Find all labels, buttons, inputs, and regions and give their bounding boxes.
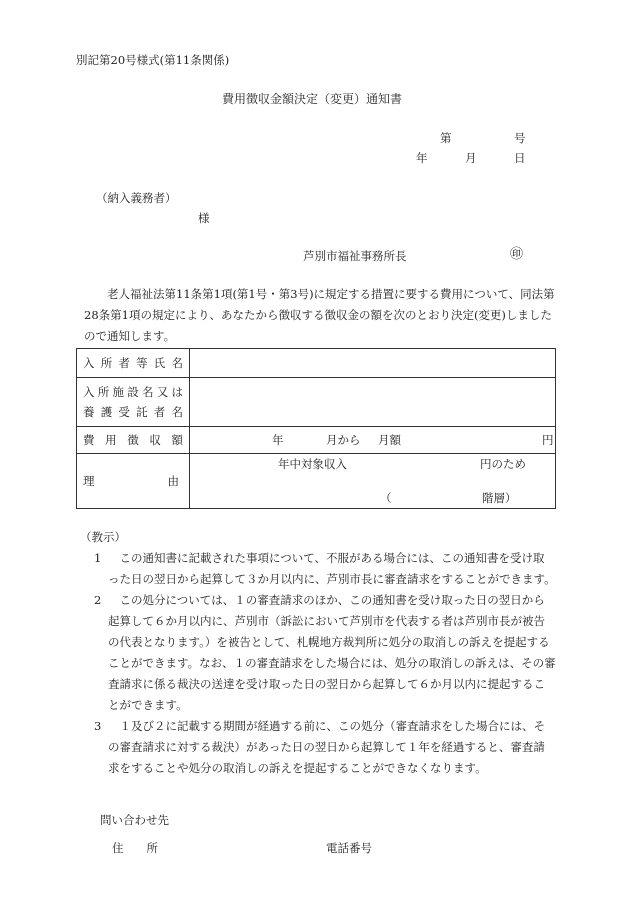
note-number: 3 xyxy=(94,719,102,733)
reason-label-char1: 理 xyxy=(83,474,95,488)
table-row-facility xyxy=(77,378,556,427)
reason-paren-open: （ xyxy=(380,491,392,505)
document-number-prefix: 第 xyxy=(440,131,452,145)
notes-heading: （教示） xyxy=(80,530,126,544)
facility-label-line1: 入所施設名又は xyxy=(83,385,183,399)
addressee-label: （納入義務者） xyxy=(96,191,177,205)
document-title: 費用徴収金額決定（変更）通知書 xyxy=(222,92,403,106)
note-text: この通知書に記載された事項について、不服がある場合には、この通知書を受け取った日の翌日から起算して３か月以内に、芦別市長に審査請求をすることができます。 xyxy=(108,551,556,586)
body-paragraph: 老人福祉法第11条第1項(第1号・第3号)に規定する措置に要する費用について、同法第28条第1項の規定により、あなたから徴収する徴収金の額を次のとおり決定(変更)しましたので通知します。 xyxy=(84,287,555,343)
date-month: 月 xyxy=(465,151,477,165)
document-number-suffix: 号 xyxy=(514,131,526,145)
resident-name-label: 入所者等氏名 xyxy=(83,356,183,370)
table-row-fee xyxy=(77,427,556,454)
facility-label-line2: 養護受託者名 xyxy=(83,405,183,419)
contact-address-label: 住 所 xyxy=(112,841,158,855)
facility-value xyxy=(190,378,556,427)
note-text: この処分については、１の審査請求のほか、この通知書を受け取った日の翌日から起算して６か月以内に、芦別市（訴訟において芦別市を代表する者は芦別市長が被告の代表となります。）を被告として、札幌地方裁判所に処分の取消しの訴えを提起することができます。なお、１の審査請求をした場合には、処分の取消しの訴えは、その審査請求に係る裁決の送達を受け取った日の翌日から起算して６か月以内に提起することができます。 xyxy=(108,593,556,712)
notes-section xyxy=(80,527,556,779)
fee-label: 費用徴収額 xyxy=(83,433,183,447)
reason-yen-for: 円のため xyxy=(480,457,526,471)
note-item xyxy=(84,716,556,779)
note-item xyxy=(84,590,556,716)
table-row-reason xyxy=(77,454,556,509)
fee-monthly: 月額 xyxy=(378,433,401,447)
note-number: 2 xyxy=(94,593,102,607)
note-item xyxy=(84,548,556,590)
contact-heading: 問い合わせ先 xyxy=(100,813,169,827)
form-reference: 別記第20号様式(第11条関係) xyxy=(76,53,230,67)
addressee-honorific: 様 xyxy=(198,211,210,225)
reason-income: 年中対象収入 xyxy=(278,457,347,471)
fee-table xyxy=(76,348,556,509)
note-number: 1 xyxy=(94,551,102,565)
fee-year: 年 xyxy=(272,433,284,447)
reason-tier: 階層） xyxy=(482,491,517,505)
table-row-resident xyxy=(77,349,556,378)
resident-name-value xyxy=(190,349,556,378)
contact-phone-label: 電話番号 xyxy=(326,841,372,855)
date-day: 日 xyxy=(514,151,526,165)
issuer-name: 芦別市福祉事務所長 xyxy=(303,249,407,263)
fee-from-month: 月から xyxy=(326,433,361,447)
seal-mark: ㊞ xyxy=(510,247,524,262)
reason-label-char2: 由 xyxy=(167,474,179,488)
date-year: 年 xyxy=(416,151,428,165)
fee-yen: 円 xyxy=(542,433,554,447)
note-text: １及び２に記載する期間が経過する前に、この処分（審査請求をした場合には、その審査請求に対する裁決）があった日の翌日から起算して１年を経過すると、審査請求をすることや処分の取消しの訴えを提起することができなくなります。 xyxy=(108,719,545,775)
